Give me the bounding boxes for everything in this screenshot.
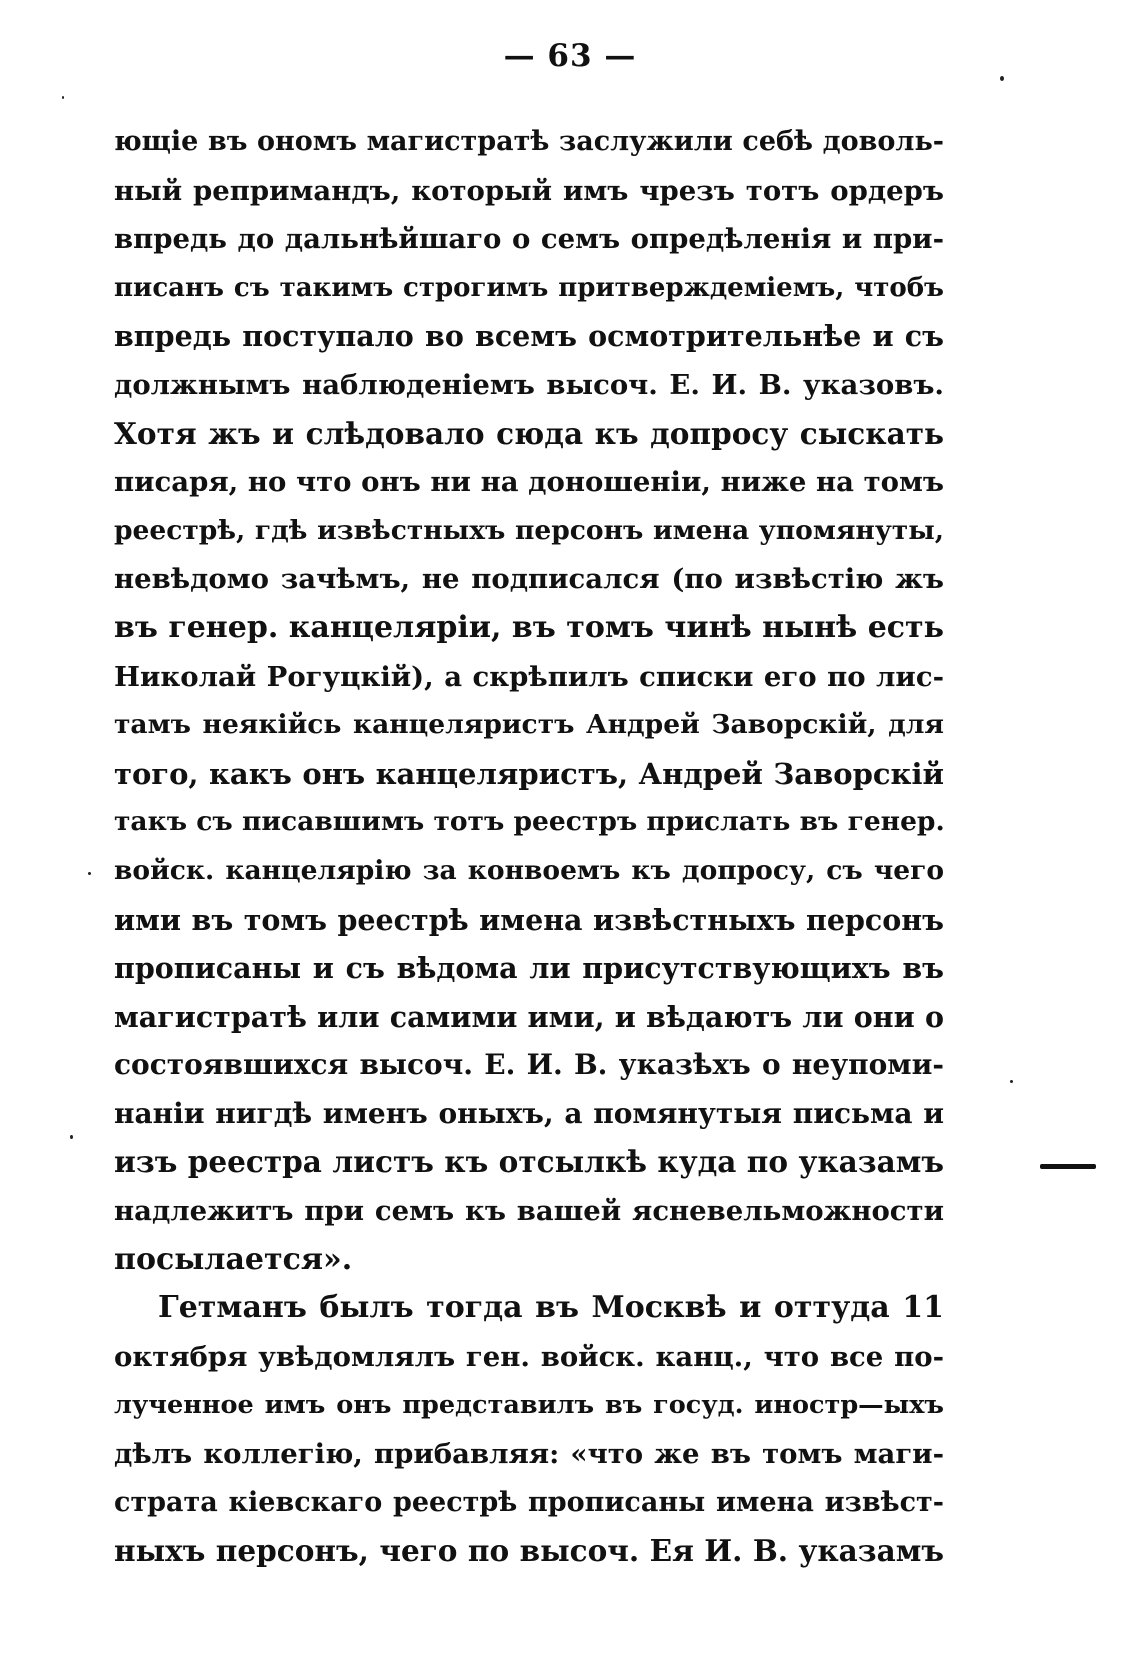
text-line: изъ реестра листъ къ отсылкѣ куда по указамъ	[114, 1144, 944, 1180]
text-line: октября увѣдомлялъ ген. войск. канц., что все по-	[114, 1340, 944, 1373]
text-line: посылается».	[114, 1241, 353, 1277]
text-line: ими въ томъ реестрѣ имена извѣстныхъ персонъ	[114, 902, 944, 937]
scan-speck	[62, 96, 64, 99]
text-line: писаря, но что онъ ни на доношеніи, ниже на томъ	[114, 466, 944, 499]
text-line: ныхъ персонъ, чего по высоч. Ея И. В. указамъ	[114, 1533, 944, 1569]
text-line: реестрѣ, гдѣ извѣстныхъ персонъ имена упомянуты,	[114, 514, 944, 546]
scan-dash	[1040, 1164, 1096, 1169]
scan-speck	[1010, 1080, 1013, 1083]
scan-speck	[70, 1135, 73, 1139]
text-line: магистратѣ или самими ими, и вѣдаютъ ли они о	[114, 999, 944, 1034]
text-line: состоявшихся высоч. Е. И. В. указѣхъ о неупоми-	[114, 1048, 944, 1082]
text-line: прописаны и съ вѣдома ли присутствующихъ въ	[114, 951, 944, 986]
text-line: лученное имъ онъ представилъ въ госуд. иностр—ыхъ	[114, 1390, 944, 1421]
body-text	[114, 118, 944, 1576]
scan-speck	[1000, 76, 1004, 81]
text-line: того, какъ онъ канцеляристъ, Андрей Заворскій	[114, 756, 944, 791]
text-line: такъ съ писавшимъ тотъ реестръ прислать въ генер.	[114, 806, 945, 838]
text-line: невѣдомо зачѣмъ, не подписался (по извѣстію жъ	[114, 563, 944, 596]
text-line: войск. канцелярію за конвоемъ къ допросу, съ чего	[114, 854, 944, 886]
text-line: должнымъ наблюденіемъ высоч. Е. И. В. указовъ.	[114, 368, 944, 401]
text-line: впредь поступало во всемъ осмотрительнѣе и съ	[114, 319, 944, 354]
text-line: страта кіевскаго реестрѣ прописаны имена извѣст-	[114, 1486, 944, 1518]
text-line: Гетманъ былъ тогда въ Москвѣ и оттуда 11	[158, 1290, 944, 1326]
text-line: ный репримандъ, который имъ чрезъ тотъ ордеръ	[114, 174, 944, 207]
page-number: — 63 —	[503, 38, 637, 74]
text-line: надлежитъ при семъ къ вашей ясневельможности	[114, 1195, 944, 1228]
text-line: дѣлъ коллегію, прибавляя: «что же въ томъ маги-	[114, 1438, 944, 1471]
text-line: Николай Рогуцкій), а скрѣпилъ списки его по лис-	[114, 660, 944, 693]
text-line: писанъ съ такимъ строгимъ притверждеміемъ, чтобъ	[114, 272, 944, 303]
text-line: наніи нигдѣ именъ оныхъ, а помянутыя письма и	[114, 1096, 944, 1130]
text-line: тамъ неякійсь канцеляристъ Андрей Заворскій, для	[114, 709, 944, 741]
scan-speck	[88, 872, 91, 875]
text-line: ющіе въ ономъ магистратѣ заслужили себѣ доволь-	[114, 126, 944, 157]
text-line: Хотя жъ и слѣдовало сюда къ допросу сыскать	[114, 415, 944, 451]
text-line: въ генер. канцеляріи, въ томъ чинѣ нынѣ есть	[114, 609, 944, 645]
text-line: впредь до дальнѣйшаго о семъ опредѣленія и при-	[114, 223, 944, 256]
